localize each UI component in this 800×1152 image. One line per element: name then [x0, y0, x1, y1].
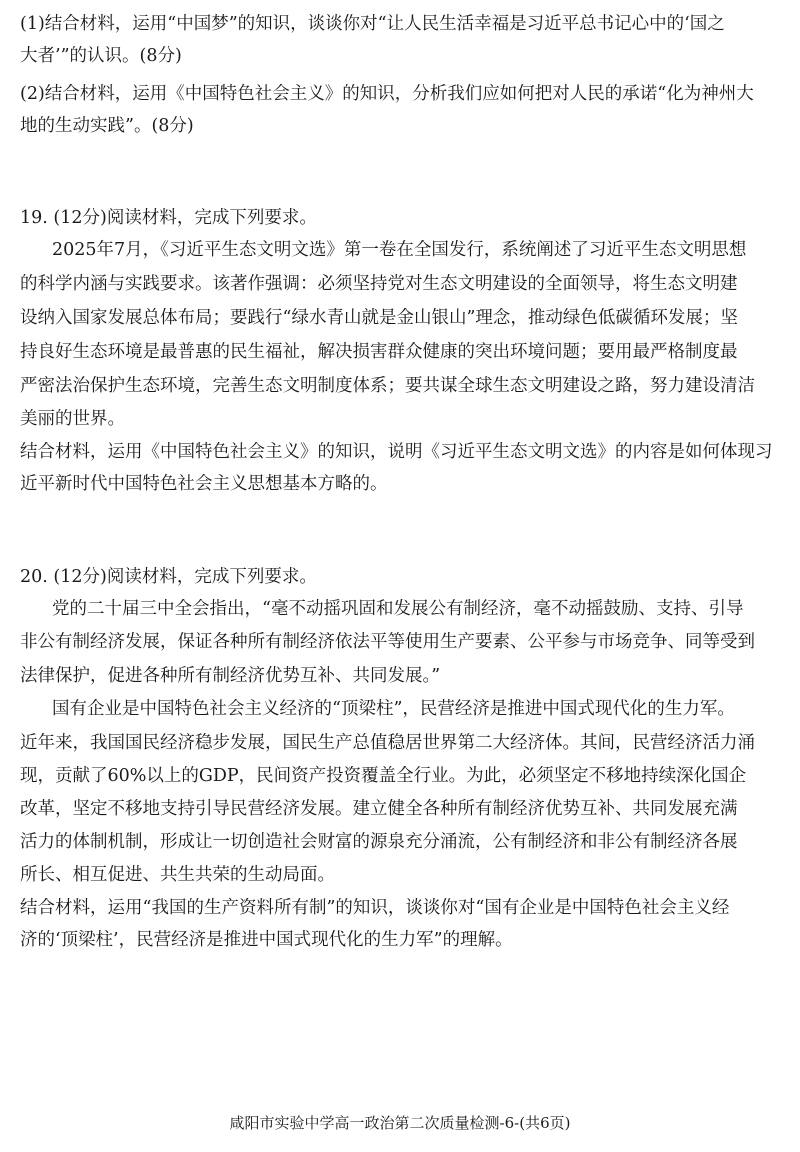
text-line: 2025年7月，《习近平生态文明文选》第一卷在全国发行，系统阐述了习近平生态文明思想 — [52, 240, 747, 260]
text-line: 改革，坚定不移地支持引导民营经济发展。建立健全各种所有制经济优势互补、共同发展充满 — [20, 799, 738, 819]
text-line: (1)结合材料，运用“中国梦”的知识，谈谈你对“让人民生活幸福是习近平总书记心中的‘国之 — [20, 14, 725, 34]
text-line: 党的二十届三中全会指出，“毫不动摇巩固和发展公有制经济，毫不动摇鼓励、支持、引导 — [52, 599, 744, 619]
text-line: 美丽的世界。 — [20, 409, 125, 429]
text-line: 持良好生态环境是最普惠的民生福祉，解决损害群众健康的突出环境问题；要用最严格制度最 — [20, 342, 738, 362]
page-footer: 咸阳市实验中学高一政治第二次质量检测-6-(共6页) — [229, 1114, 571, 1132]
text-line: 非公有制经济发展，保证各种所有制经济依法平等使用生产要素、公平参与市场竞争、同等受到 — [20, 632, 755, 652]
text-line: 地的生动实践”。(8分) — [20, 116, 194, 136]
text-line: 活力的体制机制，形成让一切创造社会财富的源泉充分涌流，公有制经济和非公有制经济各展 — [20, 832, 738, 852]
text-line: 结合材料，运用“我国的生产资料所有制”的知识，谈谈你对“国有企业是中国特色社会主义经 — [20, 898, 730, 918]
text-line: 的科学内涵与实践要求。该著作强调：必须坚持党对生态文明建设的全面领导，将生态文明建 — [20, 274, 738, 294]
text-line: 法律保护，促进各种所有制经济优势互补、共同发展。” — [20, 666, 441, 686]
text-line: 大者’”的认识。(8分) — [20, 46, 182, 66]
text-line: 国有企业是中国特色社会主义经济的“顶梁柱”，民营经济是推进中国式现代化的生力军。 — [52, 699, 735, 719]
text-line: 近年来，我国国民经济稳步发展，国民生产总值稳居世界第二大经济体。其间，民营经济活力涌 — [20, 733, 755, 753]
text-line: 结合材料，运用《中国特色社会主义》的知识，说明《习近平生态文明文选》的内容是如何体现习 — [20, 442, 773, 462]
text-line: 近平新时代中国特色社会主义思想基本方略的。 — [20, 474, 388, 494]
text-line: 现，贡献了60%以上的GDP，民间资产投资覆盖全行业。为此，必须坚定不移地持续深化国企 — [20, 766, 747, 786]
text-line: 所长、相互促进、共生共荣的生动局面。 — [20, 865, 335, 885]
text-line: 济的‘顶梁柱’，民营经济是推进中国式现代化的生力军”的理解。 — [20, 930, 513, 950]
text-line: (2)结合材料，运用《中国特色社会主义》的知识，分析我们应如何把对人民的承诺“化为神州大 — [20, 84, 754, 104]
text-line: 严密法治保护生态环境，完善生态文明制度体系；要共谋全球生态文明建设之路，努力建设清洁 — [20, 376, 755, 396]
question-header: 20. (12分)阅读材料，完成下列要求。 — [20, 567, 317, 587]
question-header: 19. (12分)阅读材料，完成下列要求。 — [20, 208, 317, 228]
text-line: 设纳入国家发展总体布局；要践行“绿水青山就是金山银山”理念，推动绿色低碳循环发展；坚 — [20, 308, 738, 328]
